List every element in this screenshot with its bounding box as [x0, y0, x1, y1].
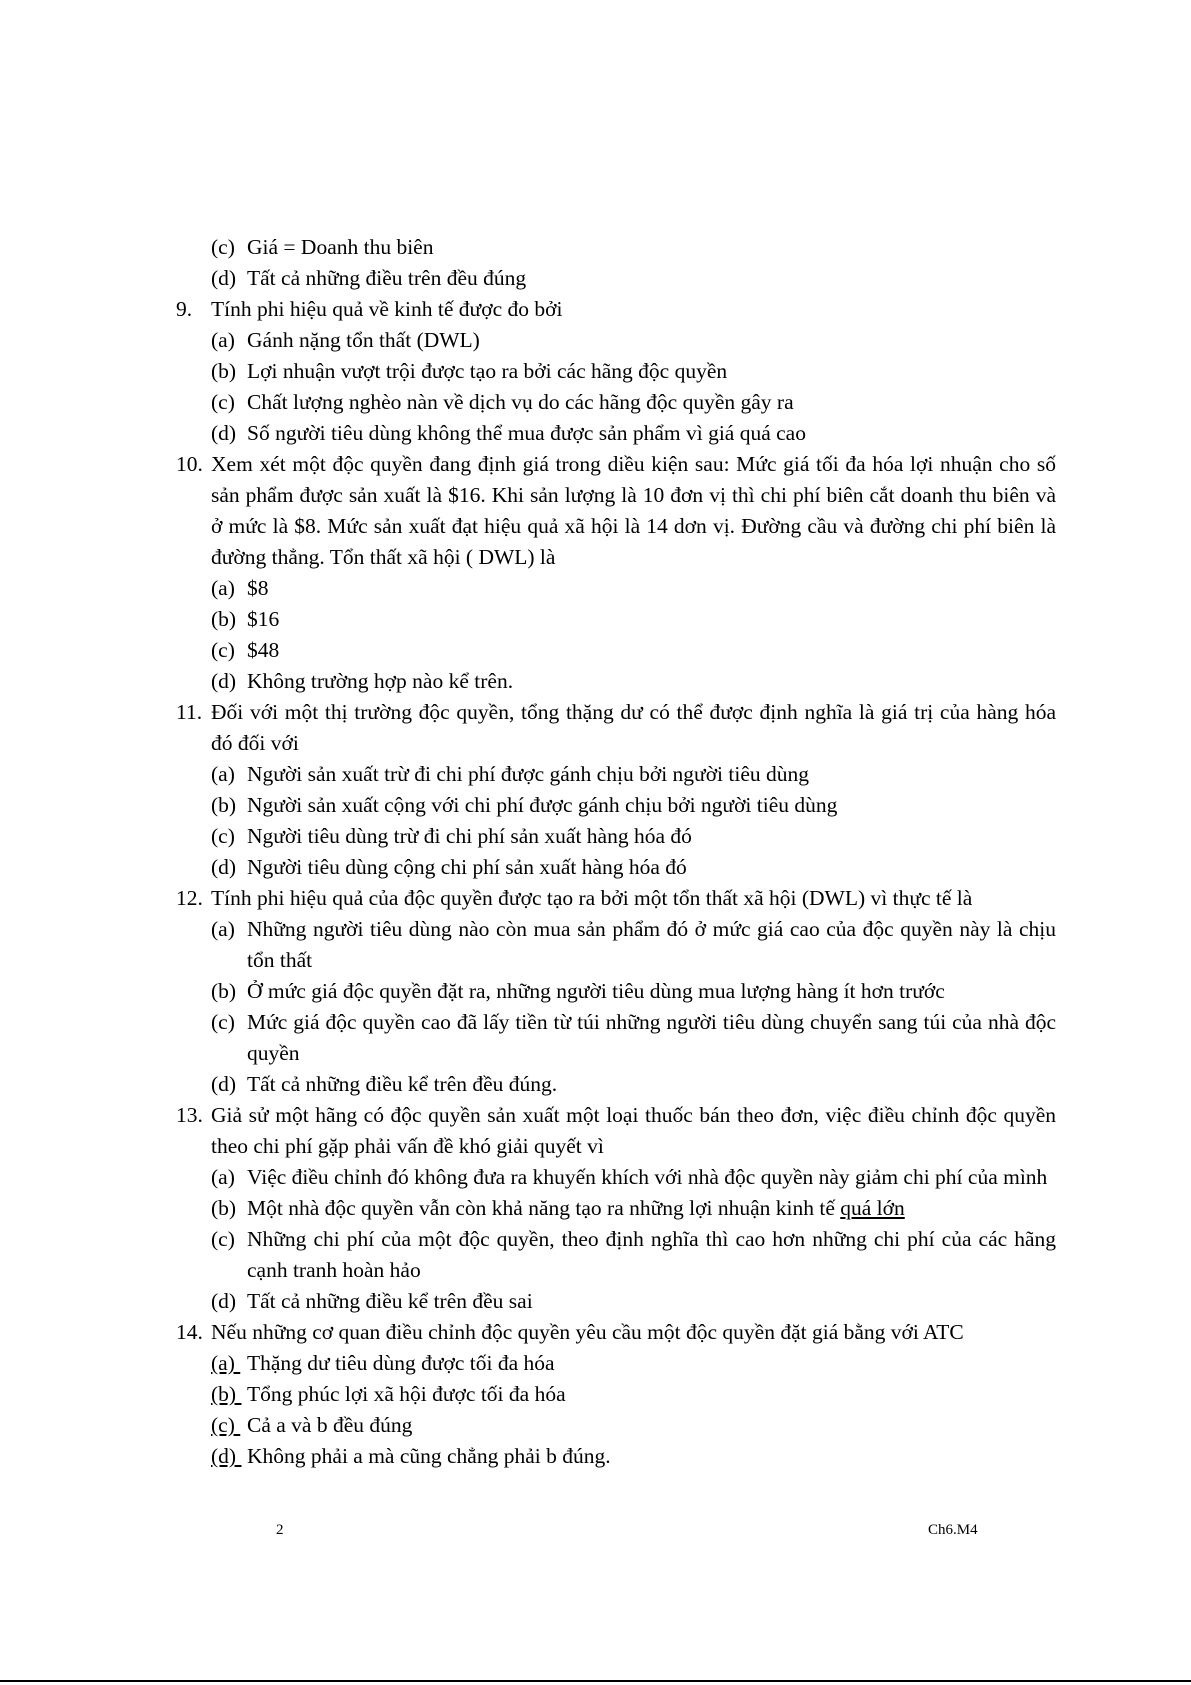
option-text: Ở mức giá độc quyền đặt ra, những người tiêu dùng mua lượng hàng ít hơn trước: [247, 979, 945, 1003]
option-text: Không trường hợp nào kể trên.: [247, 669, 514, 693]
q10-option-a: [176, 573, 1056, 604]
option-label: (b): [211, 979, 237, 1003]
option-label: (b): [211, 1196, 237, 1220]
question-number: 12.: [176, 886, 203, 910]
question-14: [176, 1317, 1056, 1348]
question-number: 13.: [176, 1103, 203, 1127]
option-text: Tất cả những điều trên đều đúng: [247, 266, 527, 290]
q10-option-d: [176, 666, 1056, 697]
option-text: Tất cả những điều kể trên đều sai: [247, 1289, 533, 1313]
question-text: Giả sử một hãng có độc quyền sản xuất một loại thuốc bán theo đơn, việc điều chỉnh độc quyền theo chi phí gặp phải vấn đề khó giải quyết vì: [211, 1103, 1056, 1158]
option-label: (a): [211, 328, 235, 352]
option-label: (d): [211, 855, 237, 879]
option-text: Tổng phúc lợi xã hội được tối đa hóa: [247, 1382, 566, 1406]
option-text: Người tiêu dùng cộng chi phí sản xuất hàng hóa đó: [247, 855, 687, 879]
question-text: Tính phi hiệu quả của độc quyền được tạo ra bởi một tổn thất xã hội (DWL) vì thực tế là: [211, 886, 973, 910]
question-text: Đối với một thị trường độc quyền, tổng thặng dư có thể được định nghĩa là giá trị của hàng hóa đó đối với: [211, 700, 1056, 755]
option-text: $48: [247, 638, 280, 662]
q12-option-b: [176, 976, 1056, 1007]
option-label: (c): [211, 638, 235, 662]
option-text: Việc điều chỉnh đó không đưa ra khuyến khích với nhà độc quyền này giảm chi phí của mình: [247, 1165, 1048, 1189]
option-label: (a): [211, 762, 235, 786]
underlined-phrase: quá lớn: [840, 1196, 905, 1220]
option-label: (b): [211, 607, 237, 631]
option-label: (d): [211, 1444, 242, 1468]
option-text: Không phải a mà cũng chẳng phải b đúng.: [247, 1444, 611, 1468]
q13-option-c: [176, 1224, 1056, 1286]
option-label: (a): [211, 1351, 241, 1375]
q11-option-b: [176, 790, 1056, 821]
option-label: (b): [211, 1382, 242, 1406]
q9-option-c: [176, 387, 1056, 418]
option-label: (a): [211, 1165, 235, 1189]
q14-option-b: [176, 1379, 1056, 1410]
option-label: (c): [211, 1413, 241, 1437]
q13-option-a: [176, 1162, 1056, 1193]
option-label: (d): [211, 669, 237, 693]
question-number: 11.: [176, 700, 203, 724]
option-label: (d): [211, 421, 237, 445]
option-text: Cả a và b đều đúng: [247, 1413, 413, 1437]
question-11: [176, 697, 1056, 759]
option-c-prev: [176, 232, 1056, 263]
page-content: [176, 232, 1056, 1472]
question-text: Nếu những cơ quan điều chỉnh độc quyền yêu cầu một độc quyền đặt giá bằng với ATC: [211, 1320, 964, 1344]
q9-option-a: [176, 325, 1056, 356]
option-label: (a): [211, 576, 235, 600]
option-label: (c): [211, 390, 235, 414]
q10-option-c: [176, 635, 1056, 666]
chapter-code: Ch6.M4: [928, 1522, 978, 1538]
option-text: Những chi phí của một độc quyền, theo định nghĩa thì cao hơn những chi phí của các hãng cạnh tranh hoàn hảo: [247, 1227, 1056, 1282]
question-text: Tính phi hiệu quả về kinh tế được đo bởi: [211, 297, 563, 321]
q10-option-b: [176, 604, 1056, 635]
question-10: [176, 449, 1056, 573]
question-text: Xem xét một độc quyền đang định giá trong diều kiện sau: Mức giá tối đa hóa lợi nhuận cho số sản phẩm được sản xuất là $16. Khi sản lượng là 10 đơn vị thì chi phí biên cắt doanh thu biên và ở mức là $8. Mức sản xuất đạt hiệu quả xã hội là 14 dơn vị. Đường cầu và đường chi phí biên là đường thẳng. Tổn thất xã hội ( DWL) là: [211, 452, 1056, 569]
option-label: (c): [211, 235, 235, 259]
option-text: Lợi nhuận vượt trội được tạo ra bởi các hãng độc quyền: [247, 359, 728, 383]
option-label: (a): [211, 917, 235, 941]
option-text: Những người tiêu dùng nào còn mua sản phẩm đó ở mức giá cao của độc quyền này là chịu tổn thất: [247, 917, 1056, 972]
q9-option-b: [176, 356, 1056, 387]
option-label: (d): [211, 266, 237, 290]
q13-option-d: [176, 1286, 1056, 1317]
q14-option-d: [176, 1441, 1056, 1472]
option-text: Tất cả những điều kể trên đều đúng.: [247, 1072, 558, 1096]
option-text: Một nhà độc quyền vẫn còn khả năng tạo ra những lợi nhuận kinh tế: [247, 1196, 841, 1220]
q12-option-c: [176, 1007, 1056, 1069]
option-label: (b): [211, 793, 237, 817]
option-text: Gánh nặng tổn thất (DWL): [247, 328, 480, 352]
question-number: 14.: [176, 1320, 203, 1344]
question-12: [176, 883, 1056, 914]
q12-option-a: [176, 914, 1056, 976]
question-9: [176, 294, 1056, 325]
option-text: Mức giá độc quyền cao đã lấy tiền từ túi những người tiêu dùng chuyển sang túi của nhà độc quyền: [247, 1010, 1056, 1065]
option-text: $8: [247, 576, 269, 600]
option-label: (b): [211, 359, 237, 383]
q14-option-a: [176, 1348, 1056, 1379]
option-d-prev: [176, 263, 1056, 294]
question-number: 10.: [176, 452, 203, 476]
option-label: (c): [211, 1010, 235, 1034]
option-text: Chất lượng nghèo nàn về dịch vụ do các hãng độc quyền gây ra: [247, 390, 794, 414]
q13-option-b: [176, 1193, 1056, 1224]
bottom-scan-edge: [0, 1680, 1191, 1682]
option-text: Người tiêu dùng trừ đi chi phí sản xuất hàng hóa đó: [247, 824, 692, 848]
option-label: (c): [211, 1227, 235, 1251]
option-text: Người sản xuất cộng với chi phí được gánh chịu bởi người tiêu dùng: [247, 793, 838, 817]
option-text: Người sản xuất trừ đi chi phí được gánh chịu bởi người tiêu dùng: [247, 762, 810, 786]
option-text: Số người tiêu dùng không thể mua được sản phẩm vì giá quá cao: [247, 421, 806, 445]
option-text: $16: [247, 607, 280, 631]
option-label: (d): [211, 1289, 237, 1313]
q9-option-d: [176, 418, 1056, 449]
page-number: 2: [276, 1522, 284, 1538]
option-label: (c): [211, 824, 235, 848]
q14-option-c: [176, 1410, 1056, 1441]
q11-option-a: [176, 759, 1056, 790]
question-13: [176, 1100, 1056, 1162]
q12-option-d: [176, 1069, 1056, 1100]
q11-option-d: [176, 852, 1056, 883]
question-number: 9.: [176, 297, 193, 321]
option-label: (d): [211, 1072, 237, 1096]
option-text: Thặng dư tiêu dùng được tối đa hóa: [247, 1351, 555, 1375]
option-text: Giá = Doanh thu biên: [247, 235, 434, 259]
option-text-wrapper: [247, 1193, 1056, 1224]
q11-option-c: [176, 821, 1056, 852]
